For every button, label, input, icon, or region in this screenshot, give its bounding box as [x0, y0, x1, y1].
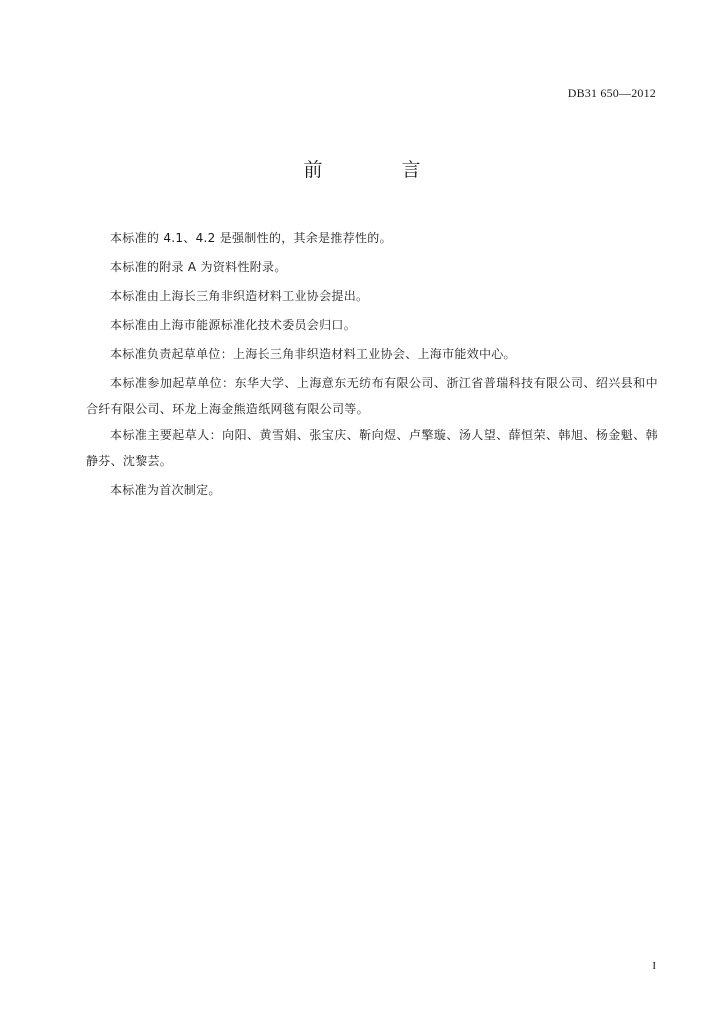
paragraph-proposer: 本标准由上海长三角非织造材料工业协会提出。: [110, 289, 369, 303]
paragraph-centralized: 本标准由上海市能源标准化技术委员会归口。: [110, 318, 357, 332]
page-number: I: [652, 960, 656, 972]
paragraph-first-edition: 本标准为首次制定。: [110, 483, 221, 497]
paragraph-mandatory-clauses: 本标准的 4.1、4.2 是强制性的，其余是推荐性的。: [110, 231, 392, 245]
foreword-body: [86, 225, 658, 506]
paragraph-responsible-drafters: 本标准负责起草单位：上海长三角非织造材料工业协会、上海市能效中心。: [110, 347, 516, 361]
paragraph-main-drafters: 本标准主要起草人：向阳、黄雪娟、张宝庆、靳向煜、卢擎璇、汤人望、薛恒荣、韩旭、杨金魁、韩静芬、沈黎芸。: [86, 428, 658, 468]
page-title: 前 言: [303, 159, 451, 181]
document-code: DB31 650—2012: [567, 86, 656, 100]
paragraph-participating-drafters: 本标准参加起草单位：东华大学、上海意东无纺布有限公司、浙江省普瑞科技有限公司、绍兴县和中合纤有限公司、环龙上海金熊造纸网毯有限公司等。: [86, 376, 658, 416]
paragraph-appendix: 本标准的附录 A 为资料性附录。: [110, 260, 287, 274]
